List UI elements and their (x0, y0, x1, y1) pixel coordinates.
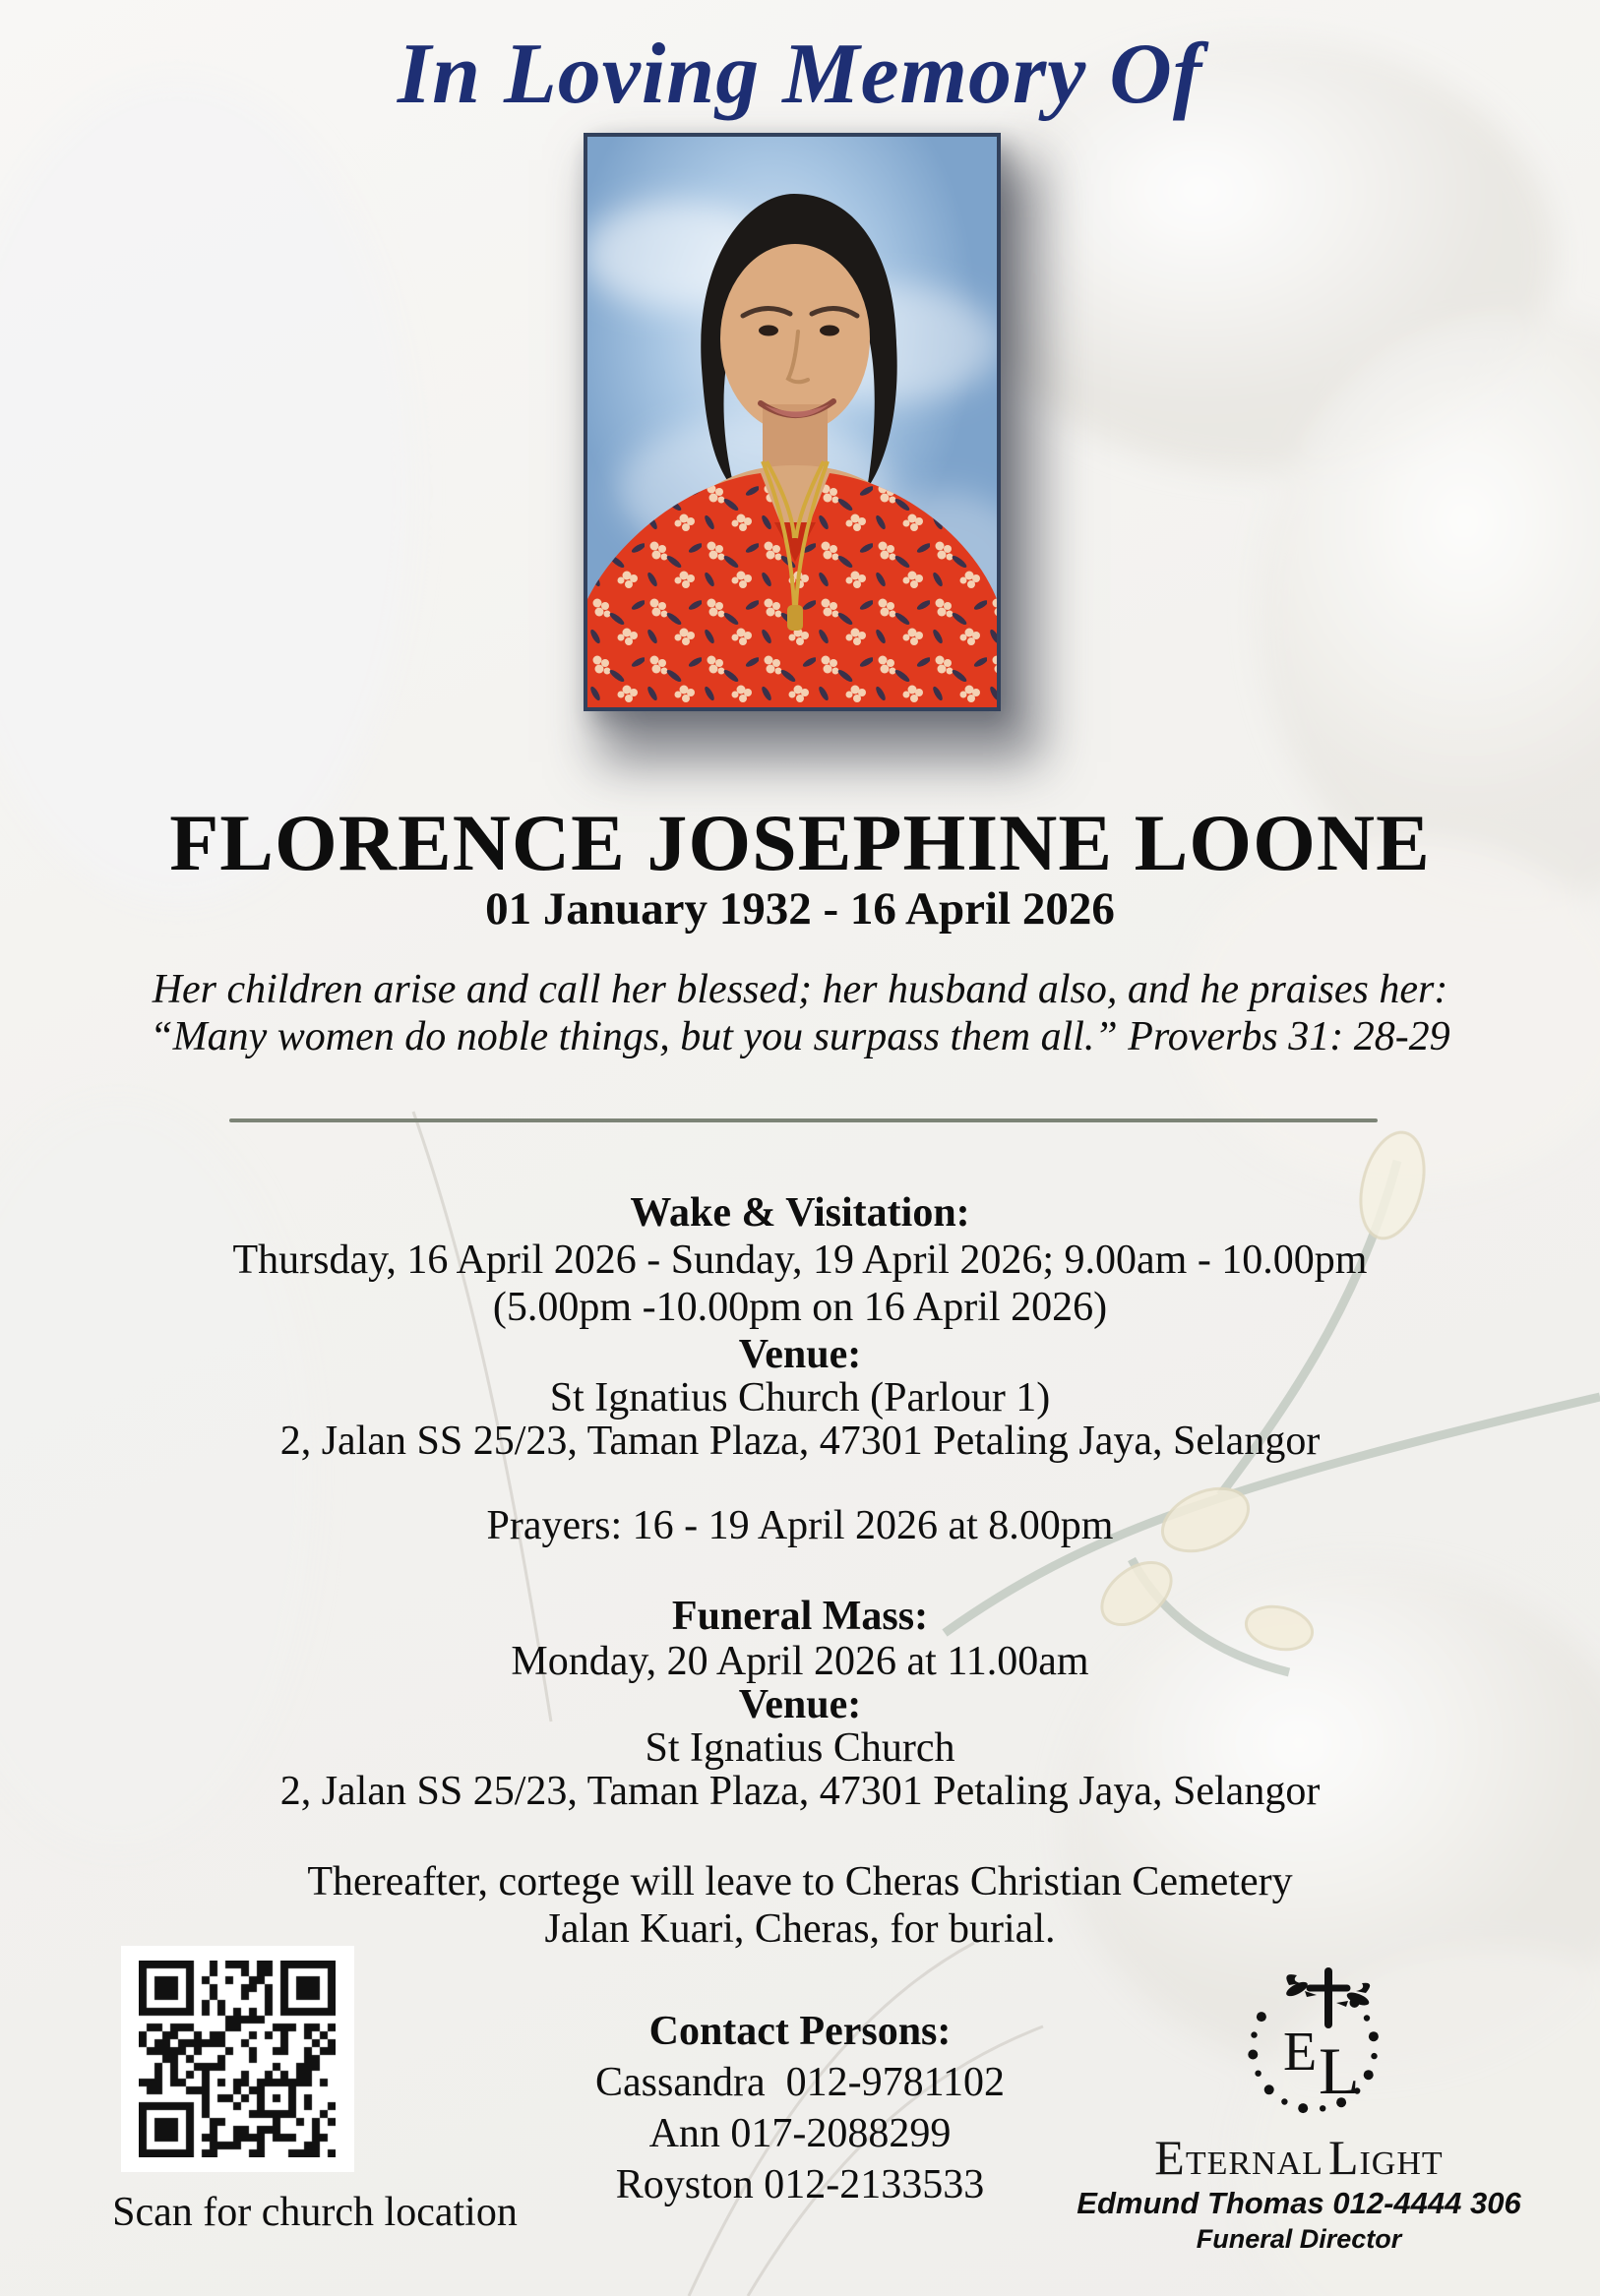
page-title: In Loving Memory Of (397, 27, 1203, 122)
scripture-line-1: Her children arise and call her blessed; her husband also, and he praises her: (152, 967, 1448, 1012)
scripture-line-2: “Many women do noble things, but you surpass them all.” Proverbs 31: 28-29 (150, 1014, 1450, 1059)
wake-venue-label: Venue: (738, 1332, 862, 1377)
funeral-venue-name: St Ignatius Church (645, 1725, 955, 1771)
prayers-schedule: Prayers: 16 - 19 April 2026 at 8.00pm (486, 1503, 1114, 1548)
wake-heading: Wake & Visitation: (630, 1190, 970, 1236)
wake-venue-name: St Ignatius Church (Parlour 1) (549, 1375, 1051, 1420)
brand-rest: IGHT (1359, 2145, 1444, 2182)
qr-code-canvas (139, 1961, 336, 2157)
cortege-line-2: Jalan Kuari, Cheras, for burial. (544, 1906, 1056, 1952)
brand-rest: TERNAL (1185, 2145, 1323, 2182)
funeral-mass-heading: Funeral Mass: (671, 1594, 929, 1639)
cross-icon (1310, 1971, 1347, 2024)
qr-caption: Scan for church location (112, 2190, 518, 2235)
portrait-illustration (587, 137, 997, 707)
deceased-name: FLORENCE JOSEPHINE LOONE (169, 798, 1431, 887)
funeral-mass-datetime: Monday, 20 April 2026 at 11.00am (511, 1639, 1089, 1684)
qr-code (121, 1946, 354, 2172)
brand-initial: E (1154, 2130, 1186, 2185)
eternal-light-emblem (1232, 1960, 1399, 2125)
funeral-venue-address: 2, Jalan SS 25/23, Taman Plaza, 47301 Petaling Jaya, Selangor (279, 1769, 1321, 1814)
funeral-home-name (1082, 2130, 1515, 2185)
divider-line (229, 1118, 1378, 1122)
contact-cassandra: Cassandra 012-9781102 (594, 2060, 1006, 2105)
wake-note: (5.00pm -10.00pm on 16 April 2026) (492, 1285, 1108, 1330)
funeral-director-contact: Edmund Thomas 012-4444 306 (1077, 2186, 1521, 2220)
portrait-photo (584, 133, 1001, 711)
monogram-e: E (1283, 2022, 1318, 2083)
contact-royston: Royston 012-2133533 (615, 2162, 985, 2207)
contacts-heading: Contact Persons: (648, 2009, 952, 2054)
wake-datetime: Thursday, 16 April 2026 - Sunday, 19 April 2026; 9.00am - 10.00pm (232, 1238, 1368, 1283)
monogram-l: L (1319, 2033, 1360, 2108)
deceased-dates: 01 January 1932 - 16 April 2026 (485, 883, 1115, 935)
wake-venue-address: 2, Jalan SS 25/23, Taman Plaza, 47301 Petaling Jaya, Selangor (279, 1419, 1321, 1464)
contact-ann: Ann 017-2088299 (648, 2111, 952, 2156)
funeral-director-title: Funeral Director (1196, 2224, 1402, 2254)
cortege-line-1: Thereafter, cortege will leave to Cheras Christian Cemetery (307, 1859, 1293, 1904)
brand-initial: L (1327, 2130, 1360, 2185)
funeral-venue-label: Venue: (738, 1682, 862, 1727)
